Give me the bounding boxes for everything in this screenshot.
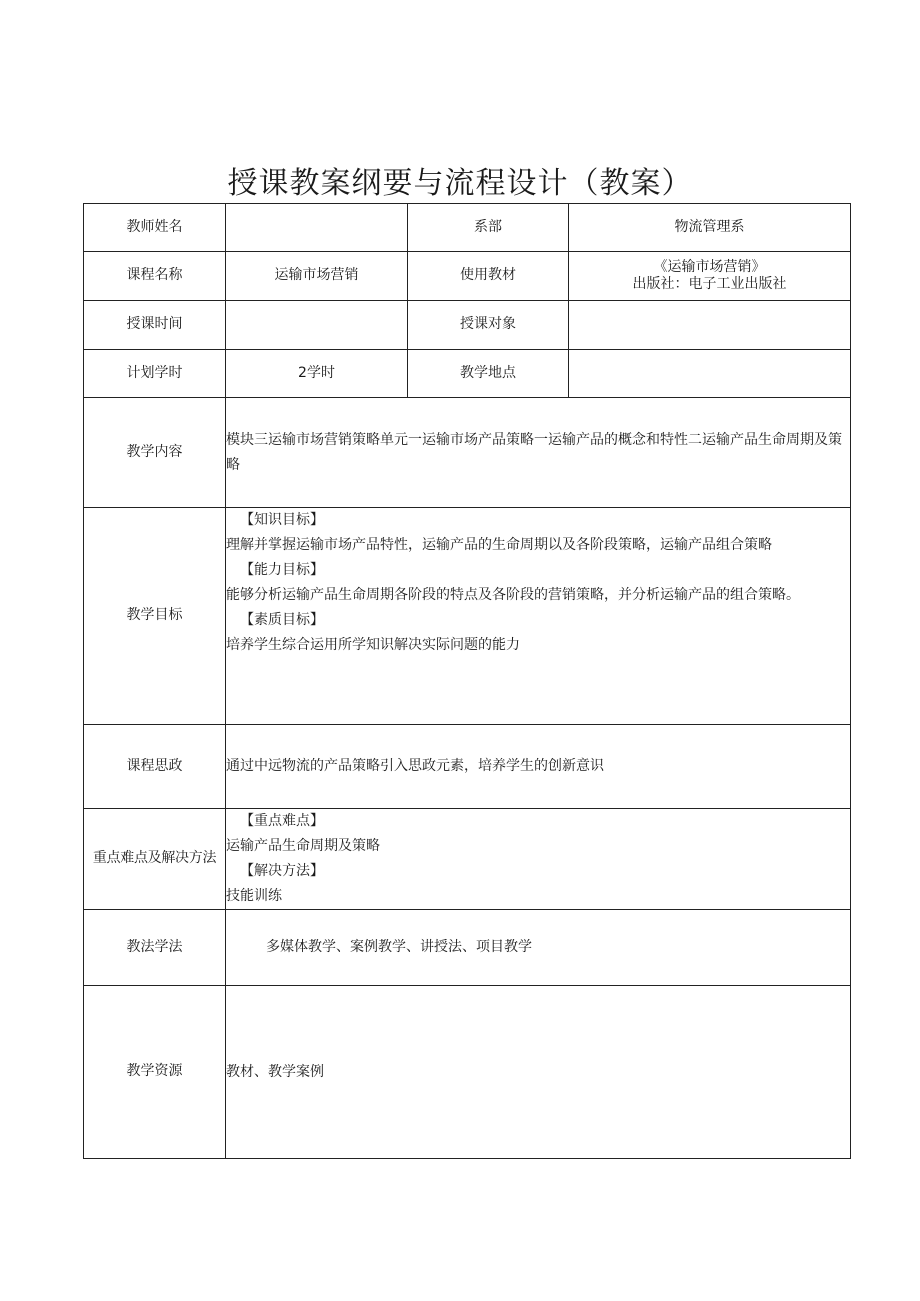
- keypoints-value: [226, 809, 851, 910]
- table-row-teacher: [84, 204, 851, 252]
- solution-heading: 【解决方法】: [240, 863, 324, 879]
- audience-label: 授课对象: [408, 301, 569, 350]
- textbook-value: [569, 252, 851, 301]
- audience-value: [569, 301, 851, 350]
- teacher-name-value: [226, 204, 408, 252]
- table-row-content: [84, 398, 851, 508]
- teaching-content-value: [226, 398, 851, 508]
- keypoints-label: 重点难点及解决方法: [84, 809, 226, 910]
- solution-text: 技能训练: [226, 888, 282, 904]
- page-title: 授课教案纲要与流程设计（教案）: [227, 166, 693, 201]
- teaching-content-label: 教学内容: [84, 398, 226, 508]
- teaching-methods-text: 多媒体教学、案例教学、讲授法、项目教学: [266, 939, 532, 955]
- lesson-plan-table: [83, 203, 851, 1159]
- teaching-resources-label: 教学资源: [84, 986, 226, 1159]
- table-row-keypoints: [84, 809, 851, 910]
- teaching-methods-label: 教法学法: [84, 910, 226, 986]
- table-row-ideology: [84, 725, 851, 809]
- table-row-time: [84, 301, 851, 350]
- department-value: 物流管理系: [569, 204, 851, 252]
- table-row-methods: [84, 910, 851, 986]
- keypoints-text: 运输产品生命周期及策略: [226, 838, 380, 854]
- department-label: 系部: [408, 204, 569, 252]
- teaching-place-value: [569, 350, 851, 398]
- knowledge-objective-heading: 【知识目标】: [240, 512, 324, 528]
- teaching-objectives-label: 教学目标: [84, 508, 226, 725]
- ability-objective-text: 能够分析运输产品生命周期各阶段的特点及各阶段的营销策略，并分析运输产品的组合策略。: [226, 587, 800, 603]
- table-row-course: [84, 252, 851, 301]
- table-row-hours: [84, 350, 851, 398]
- planned-hours-label: 计划学时: [84, 350, 226, 398]
- textbook-publisher: 出版社：电子工业出版社: [632, 276, 787, 292]
- knowledge-objective-text: 理解并掌握运输市场产品特性，运输产品的生命周期以及各阶段策略，运输产品组合策略: [226, 537, 772, 553]
- teaching-methods-value: [226, 910, 851, 986]
- class-time-label: 授课时间: [84, 301, 226, 350]
- table-row-objectives: [84, 508, 851, 725]
- ability-objective-heading: 【能力目标】: [240, 562, 324, 578]
- ideology-value: [226, 725, 851, 809]
- teaching-objectives-value: [226, 508, 851, 725]
- textbook-label: 使用教材: [408, 252, 569, 301]
- quality-objective-heading: 【素质目标】: [240, 612, 324, 628]
- class-time-value: [226, 301, 408, 350]
- teaching-place-label: 教学地点: [408, 350, 569, 398]
- quality-objective-text: 培养学生综合运用所学知识解决实际问题的能力: [226, 637, 520, 653]
- ideology-text: 通过中远物流的产品策略引入思政元素，培养学生的创新意识: [226, 758, 604, 774]
- textbook-title: 《运输市场营销》: [653, 258, 766, 275]
- teacher-name-label: 教师姓名: [84, 204, 226, 252]
- keypoints-heading: 【重点难点】: [240, 813, 324, 829]
- course-name-label: 课程名称: [84, 252, 226, 301]
- ideology-label: 课程思政: [84, 725, 226, 809]
- teaching-resources-text: 教材、教学案例: [226, 1063, 324, 1080]
- teaching-content-text: 模块三运输市场营销策略单元一运输市场产品策略一运输产品的概念和特性二运输产品生命周期及策略: [226, 431, 842, 473]
- teaching-resources-value: [226, 986, 851, 1159]
- table-row-resources: [84, 986, 851, 1159]
- course-name-value: 运输市场营销: [226, 252, 408, 301]
- planned-hours-value: 2学时: [226, 350, 408, 398]
